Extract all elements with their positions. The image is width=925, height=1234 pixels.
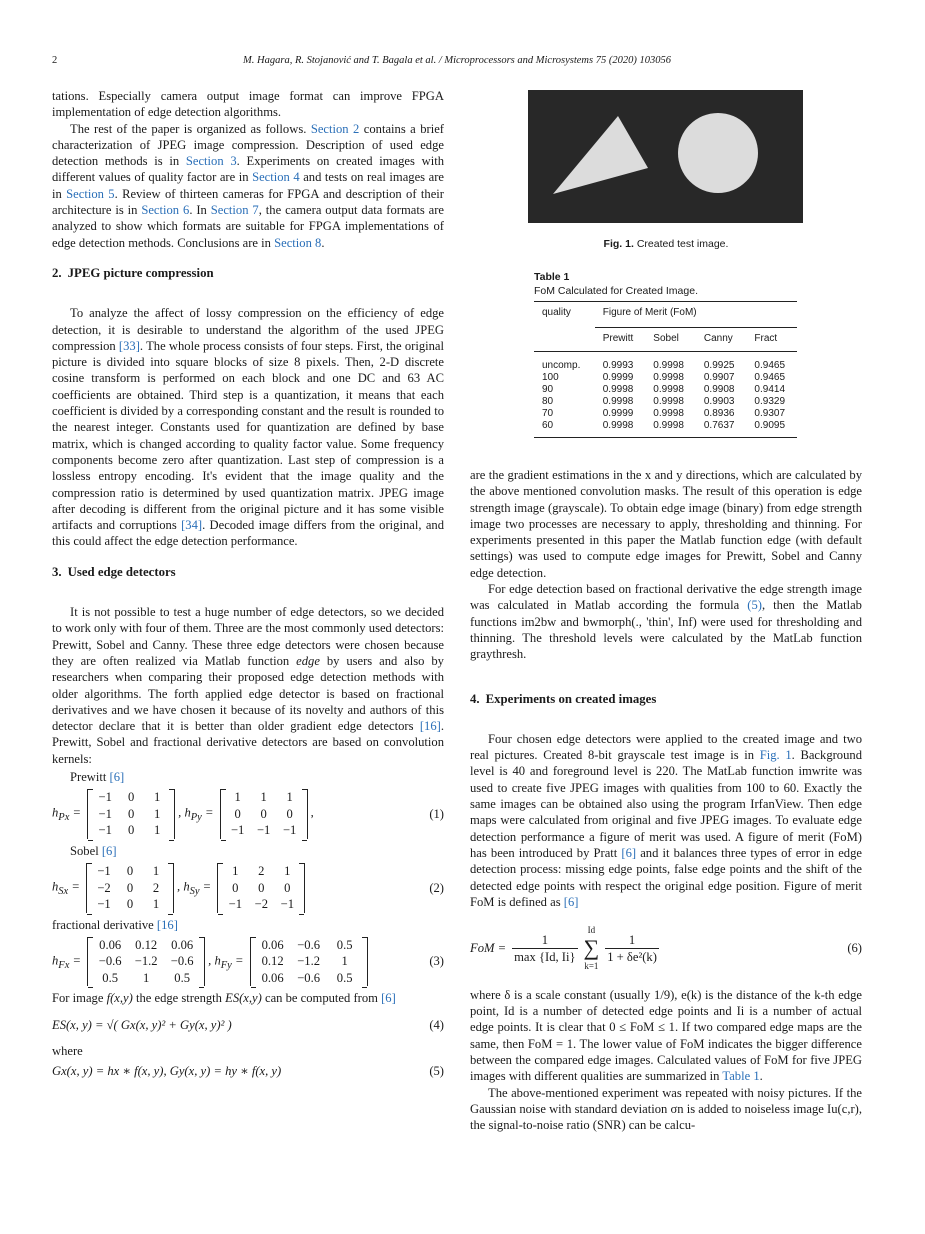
table-header: Figure of Merit (FoM): [595, 302, 797, 328]
citation-link[interactable]: [16]: [156, 917, 178, 932]
kernel-label: fractional derivative [16]: [52, 917, 178, 932]
table-row: [534, 352, 797, 373]
paragraph: Four chosen edge detectors were applied to the created image and two real pictures. Created 8-bit grayscale test image is in Fig. 1. Background level is 40 and foreground level is 220. The MatLab function imwrite was used to create five JPEG images with qualities from 100 to 60. Exactly the same images can be obtained also using the program IrfanView. Then edge maps were calculated from original and five JPEG images. To evaluate edge detection performance a figure of merit was used. A figure of merit (FoM) has been introduced by Pratt [6] and it balances three types of error in edge detection process: missing edge points, false edge points and the shift of the detected edge points with respect the original edge position. Figure of merit FoM is defined as [6]: [470, 731, 862, 909]
equation-5: Gx(x, y) = hx ∗ f(x, y), Gy(x, y) = hy ∗ f(x, y) (5): [52, 1064, 444, 1079]
matrix-cell: −1: [256, 823, 271, 838]
matrix-cell: −1: [98, 790, 112, 805]
matrix-cell: −2: [254, 897, 269, 912]
matrix-cell: 0: [126, 864, 134, 879]
matrix-cell: 0: [128, 823, 135, 838]
right-column: [470, 467, 862, 1133]
matrix-cell: 0.06: [261, 937, 284, 952]
section-heading: 3. Used edge detectors: [52, 564, 176, 579]
table-row: [534, 396, 797, 408]
matrix-cell: 1: [341, 954, 348, 969]
table-cell: 70: [542, 408, 554, 419]
paragraph: are the gradient estimations in the x and y directions, which are calculated by the above mentioned convolution masks. The result of this operation is edge strength image (grayscale). To obtain edge image (binary) from edge strength image two processes are necessary to apply, thresholding and thinning. For experiments presented in this paper the Matlab function edge (with default settings) was used to compute edge images for Prewitt, Sobel and Canny edge detection.: [470, 468, 862, 580]
table-cell: 0.9999: [602, 408, 634, 419]
citation-link[interactable]: [6]: [109, 769, 125, 784]
section-heading: 2. JPEG picture compression: [52, 265, 214, 280]
table-caption: Table 1 FoM Calculated for Created Image.: [534, 271, 698, 297]
matrix-cell: −0.6: [297, 970, 321, 985]
table-cell: 0.9998: [653, 372, 684, 383]
matrix-cell: 2: [152, 880, 160, 895]
table-cell: 0.9999: [602, 372, 634, 383]
citation-link[interactable]: [34]: [181, 518, 203, 533]
matrix-cell: 1: [154, 806, 161, 821]
equation-number: (4): [429, 1017, 444, 1032]
table-row: [534, 372, 797, 384]
paragraph: The above-mentioned experiment was repeated with noisy pictures. If the Gaussian noise with standard deviation σn is added to noiseless image Iu(c,r), the signal-to-noise ratio (SNR) can be calcu-: [470, 1085, 862, 1133]
matrix-cell: 0.06: [99, 937, 122, 952]
matrix-cell: −0.6: [297, 937, 321, 952]
matrix-cell: 0.06: [261, 970, 284, 985]
image-background: [528, 90, 803, 223]
paragraph-jpeg: To analyze the affect of lossy compression on the efficiency of edge detection, it is desirable to understand the algorithm of the used JPEG compression [33]. The whole process consists of four steps. First, the original picture is divided into square blocks of size 8 pixels. Then, 2-D discrete cosine transform is performed on each block and one DC and 63 AC coefficients are obtained. Third step is a quantization, it means that each coefficient is divided by a corresponding constant and the result is rounded to the nearest integer. Constants used for quantization are defined by base matrix, which is changed according to quality factor value. Some frequency components become zero after quantization. Last step of compression is a lossless entropy encoding. It's evident that the image quality and the compression ratio is determined by used quantization matrix. JPEG image after decoding is different from the original picture and it has some visible artifacts and corruptions [34]. Decoded image differs from the original, and this could affect the edge detection performance.: [52, 306, 444, 549]
section-link[interactable]: Section 7: [210, 203, 259, 218]
equation-3: $h_{Fx}$ = 0.06 0.12 0.06 −0.6 −1.2 −0.6 0.5 1 0.5 , $h_{Fy}$ = 0.06 −0.6 0.5 0.12 −1.2 1 0.06 −0.6 0.5 (3): [52, 937, 444, 985]
table-row: [534, 420, 797, 438]
table-cell: 90: [542, 384, 554, 395]
paragraph: For edge detection based on fractional derivative the edge strength image was calculated in Matlab according the formula (5), then the Matlab functions im2bw and bwmorph(., 'thin', Inf) were used for thresholding and thinning. The threshold levels were calculated by the MatLab function graythresh.: [470, 582, 862, 662]
table-cell: uncomp.: [542, 360, 581, 371]
section-link[interactable]: Section 8: [274, 235, 322, 250]
table-cell: 0.9307: [754, 408, 786, 419]
matrix-cell: −1: [282, 823, 297, 838]
matrix-cell: 0: [260, 806, 267, 821]
matrix-cell: −1: [98, 806, 112, 821]
matrix-cell: 1: [234, 790, 241, 805]
equation-6: FoM = 1 max {Id, Ii} Id ∑ k=1 1 1 + δe²(k) (6): [470, 925, 862, 972]
table-cell: 0.7637: [696, 420, 747, 438]
table-cell: 0.9998: [653, 408, 684, 419]
table-cell: 0.9329: [754, 396, 786, 407]
matrix-cell: −1: [97, 897, 111, 912]
table-cell: 0.9998: [653, 396, 684, 407]
matrix: [217, 863, 305, 913]
kernel-label: Sobel [6]: [70, 843, 117, 858]
test-image: [528, 90, 803, 223]
table-header: Prewitt: [595, 328, 646, 352]
equation-link[interactable]: (5): [747, 598, 762, 613]
matrix-cell: 0: [234, 806, 241, 821]
test-image-figure: [528, 90, 803, 223]
matrix-cell: −1: [280, 897, 295, 912]
matrix: [86, 863, 174, 913]
where-text: where: [52, 1043, 83, 1058]
table-header: Canny: [696, 328, 747, 352]
table-header: quality: [534, 302, 595, 328]
matrix-cell: 0: [232, 880, 239, 895]
matrix: [87, 789, 175, 839]
section-link[interactable]: Section 3: [185, 154, 237, 169]
section-link[interactable]: Section 5: [66, 186, 115, 201]
matrix-cell: 1: [154, 790, 161, 805]
matrix-cell: −2: [97, 880, 111, 895]
matrix-cell: −0.6: [98, 954, 122, 969]
citation-link[interactable]: [6]: [563, 894, 579, 909]
paragraph-detectors: It is not possible to test a huge number of edge detectors, so we decided to work only with four of them. Three are the most commonly used detectors: Prewitt, Sobel and Canny. These three edge detectors were chosen because they are often realized via Matlab function edge by users and also by researchers when comparing their proposed edge detection methods with older algorithms. The forth applied edge detector is based on fractional derivatives and we have chosen it because of its novelty and authors of this detector declare that it is better than older gradient edge detectors [16]. Prewitt, Sobel and fractional derivative detectors are based on convolution kernels:: [52, 605, 444, 766]
citation-link[interactable]: [6]: [621, 845, 637, 860]
matrix-cell: 0.06: [171, 937, 194, 952]
table-cell: 0.9998: [653, 384, 684, 395]
matrix-cell: 0: [284, 880, 291, 895]
matrix-cell: 0.5: [102, 970, 119, 985]
table-cell: 0.9998: [595, 420, 646, 438]
matrix: [220, 789, 308, 839]
equation-2: $h_{Sx}$ = −1 0 1 −2 0 2 −1 0 1 , $h_{Sy}$ = 1 2 1 0 0 0 −1 −2 −1 (2): [52, 864, 444, 912]
table-cell: 0.9925: [703, 360, 735, 371]
matrix-cell: 0: [286, 806, 293, 821]
matrix-cell: −1: [98, 823, 112, 838]
matrix-cell: 1: [143, 970, 150, 985]
figure-caption: Fig. 1. Created test image.: [603, 238, 729, 250]
matrix-cell: 1: [284, 864, 291, 879]
matrix-cell: 1: [232, 864, 239, 879]
citation-link[interactable]: [6]: [381, 991, 396, 1006]
running-header: M. Hagara, R. Stojanović and T. Bagala et al. / Microprocessors and Microsystems 75 (2020) 103056: [243, 55, 671, 66]
table-cell: 100: [542, 372, 559, 383]
matrix-cell: 0.12: [135, 937, 158, 952]
equation-number: (3): [429, 954, 444, 969]
kernel-label: Prewitt [6]: [70, 769, 125, 784]
paragraph-outline: The rest of the paper is organized as follows. Section 2 contains a brief characterization of JPEG image compression. Description of used edge detection methods is in Section 3. Experiments on created images with different values of quality factor are in Section 4 and tests on real images are in Section 5. Review of thirteen cameras for FPGA and description of their architecture is in Section 6. In Section 7, the camera output data formats are analyzed to show which formats are suitable for FPGA implementations of edge detection methods. Conclusions are in Section 8.: [52, 121, 445, 250]
table-cell: 0.9907: [703, 372, 735, 383]
matrix-cell: 1: [260, 790, 267, 805]
matrix-cell: 1: [152, 864, 160, 879]
figure-link[interactable]: Fig. 1: [759, 748, 792, 763]
equation-1: $h_{Px}$ = −1 0 1 −1 0 1 −1 0 1 , $h_{Py}$ = 1 1 1 0 0 0 −1 −1 −1 , (1): [52, 790, 444, 838]
table-cell: 80: [542, 396, 554, 407]
equation-number: (1): [429, 806, 444, 821]
equation-number: (5): [429, 1064, 444, 1079]
citation-link[interactable]: [33]: [118, 338, 140, 353]
table-cell: 0.9908: [703, 384, 735, 395]
citation-link[interactable]: [6]: [101, 843, 117, 858]
section-heading: 4. Experiments on created images: [470, 691, 657, 706]
table-cell: 0.8936: [703, 408, 735, 419]
table-cell: 60: [534, 420, 595, 438]
table-cell: 0.9998: [602, 396, 634, 407]
table-row: [534, 384, 797, 396]
table-header: Fract: [746, 328, 797, 352]
matrix-cell: 0.5: [336, 970, 353, 985]
citation-link[interactable]: [16]: [419, 719, 441, 734]
table-cell: 0.9465: [754, 372, 786, 383]
matrix-cell: 2: [258, 864, 265, 879]
section-link[interactable]: Section 2: [310, 121, 360, 136]
table-cell: 0.9993: [602, 360, 634, 371]
table-row: [534, 408, 797, 420]
paragraph-es: For image f(x,y) the edge strength ES(x,y) can be computed from [6]: [52, 991, 396, 1006]
matrix-cell: 0.12: [261, 954, 284, 969]
matrix-cell: 0: [258, 880, 265, 895]
table-header: Sobel: [645, 328, 696, 352]
paragraph: where δ is a scale constant (usually 1/9), e(k) is the distance of the k-th edge point, Id is a number of detected edge points and Ii is a number of actual edge points. It is clear that 0 ≤ FoM ≤ 1. If two compared edge maps are the same, then FoM = 1. The lower value of FoM indicates the bigger difference between the compared edge images. Calculated values of FoM for five JPEG images with different qualities are summarized in Table 1.: [470, 987, 862, 1084]
section-link[interactable]: Section 6: [141, 203, 190, 218]
left-column: [52, 88, 444, 1084]
table-cell: 0.9414: [754, 384, 786, 395]
matrix-cell: −0.6: [170, 954, 194, 969]
equation-number: (6): [847, 941, 862, 956]
matrix-cell: 0.5: [336, 937, 353, 952]
matrix: [250, 937, 368, 987]
table-cell: 0.9903: [703, 396, 735, 407]
matrix-cell: 0.5: [174, 970, 191, 985]
matrix-cell: 0: [128, 790, 135, 805]
matrix-cell: 1: [154, 823, 161, 838]
matrix-cell: −1: [230, 823, 245, 838]
matrix-cell: 0: [128, 806, 135, 821]
matrix-cell: 0: [126, 880, 134, 895]
matrix-cell: −1: [228, 897, 243, 912]
circle-shape: [678, 113, 758, 193]
matrix-cell: 1: [152, 897, 160, 912]
matrix-cell: 1: [286, 790, 293, 805]
paragraph: tations. Especially camera output image format can improve FPGA implementation of edge detection algorithms.: [52, 89, 444, 120]
section-link[interactable]: Section 4: [252, 170, 300, 185]
table-cell: 0.9095: [746, 420, 797, 438]
matrix-cell: −1: [97, 864, 111, 879]
table-cell: 0.9998: [602, 384, 634, 395]
matrix-cell: −1.2: [297, 954, 321, 969]
table-cell: 0.9465: [754, 360, 786, 371]
table-cell: 0.9998: [645, 420, 696, 438]
page-number: 2: [52, 55, 58, 66]
equation-number: (2): [429, 880, 444, 895]
equation-4: ES(x, y) = √( Gx(x, y)² + Gy(x, y)² ) (4): [52, 1017, 444, 1032]
fom-table: [534, 301, 797, 438]
table-cell: 0.9998: [653, 360, 684, 371]
matrix: [87, 937, 205, 987]
table-link[interactable]: Table 1: [722, 1069, 760, 1084]
matrix-cell: 0: [126, 897, 134, 912]
matrix-cell: −1.2: [134, 954, 158, 969]
